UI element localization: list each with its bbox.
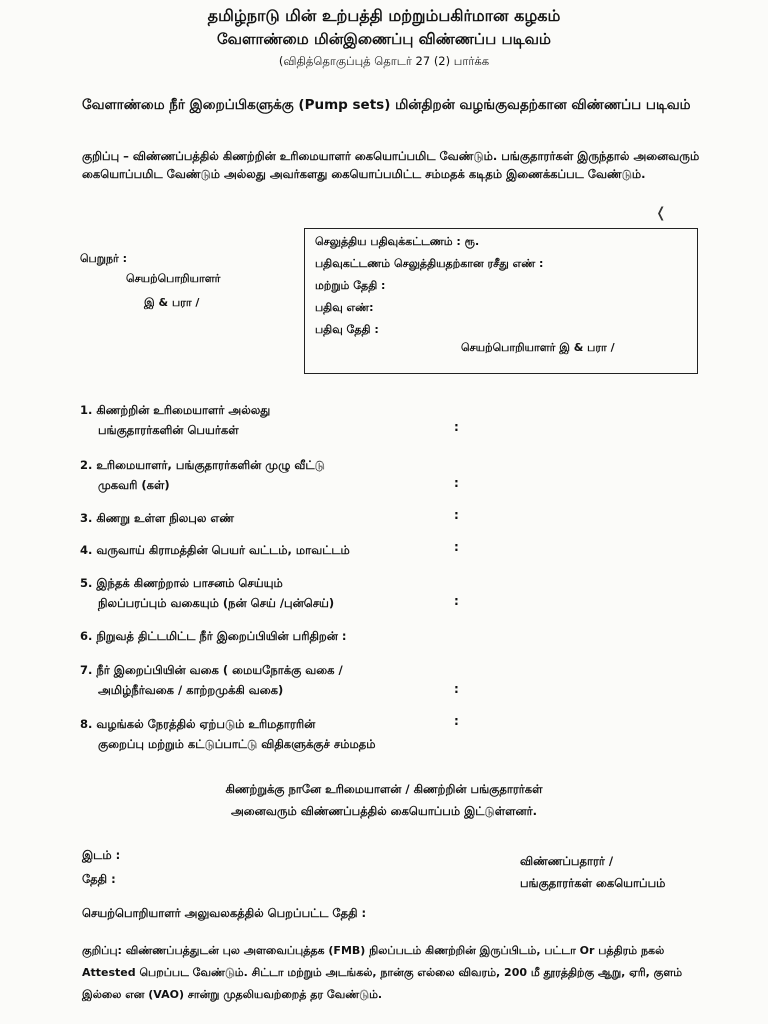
form-item-3 [80,508,234,528]
form-item-text: 6. நிறுவத் திட்டமிட்ட நீர் இறைப்பியின் பரிதிறன் : [80,629,347,643]
form-item-5 [80,573,334,613]
form-item-1 [80,400,270,440]
recipient-label: பெறுநர் : [80,252,127,265]
form-item-subtext: நிலப்பரப்பும் வகையும் (நன் செய் /புன்செய்) [98,596,335,610]
form-item-subtext: முகவரி (கள்) [98,478,170,492]
form-item-text: 7. நீர் இறைப்பியின் வகை ( மையநோக்கு வகை / [80,663,343,677]
form-item-7-colon: : [454,682,459,696]
form-item-subtext: அமிழ்நீர்வகை / காற்றமுக்கி வகை) [98,683,284,697]
form-item-4 [80,540,350,560]
applicant-label: விண்ணப்பதாரர் / [520,854,614,868]
receipt-number-label: பதிவுகட்டணம் செலுத்தியதற்கான ரசீது எண் : [315,257,544,270]
form-item-4-colon: : [454,540,459,554]
pen-mark: ❬ [655,205,667,221]
form-item-text: 5. இந்தக் கிணற்றால் பாசனம் செய்யும் [80,576,283,590]
form-item-text: 3. கிணறு உள்ள நிலபுல எண் [80,511,235,525]
date-label: தேதி : [82,872,116,886]
form-item-8 [80,714,375,754]
form-item-text: 8. வழங்கல் நேரத்தில் ஏற்படும் உரிமதாரரின் [80,717,316,731]
recipient-division: இ & பரா / [144,296,200,309]
form-item-text: 1. கிணற்றின் உரிமையாளர் அல்லது [80,403,271,417]
applicant-signature-block [520,850,665,894]
form-item-7 [80,660,343,700]
signature-label: பங்குதாரர்கள் கையொப்பம் [520,876,666,890]
instruction-note: குறிப்பு – விண்ணப்பத்தில் கிணற்றின் உரிமையாளர் கையொப்பமிட வேண்டும். பங்குதாரர்கள் இருந்தால் அனைவரும் கையொப்பமிட வேண்டும் அல்லது அவர்களது கையொப்பமிட்ட சம்மதக் கடிதம் இணைக்கப்பட வேண்டும். [82,149,700,181]
recipient-title: செயற்பொறியாளர் [126,272,221,285]
form-item-1-colon: : [454,420,459,434]
form-item-3-colon: : [454,508,459,522]
header-organization: தமிழ்நாடு மின் உற்பத்தி மற்றும்பகிர்மான கழகம் [207,6,561,25]
declaration-line-2: அனைவரும் விண்ணப்பத்தில் கையொப்பம் இட்டுள்ளனர். [231,804,537,818]
registration-date-label: பதிவு தேதி : [315,323,379,336]
header-form-name: வேளாண்மை மின்இணைப்பு விண்ணப்ப படிவம் [217,30,551,48]
form-item-subtext: குறைப்பு மற்றும் கட்டுப்பாட்டு விதிகளுக்குச் சம்மதம் [98,737,376,751]
form-item-5-colon: : [454,594,459,608]
declaration-line-1: கிணற்றுக்கு நானே உரிமையாளன் / கிணற்றின் பங்குதாரர்கள் [225,782,543,796]
form-item-subtext: பங்குதாரர்களின் பெயர்கள் [98,423,239,437]
footnote: குறிப்பு: விண்ணப்பத்துடன் புல அளவைப்புத்தக (FMB) நிலப்படம் கிணற்றின் இருப்பிடம், பட்டா Or பத்திரம் நகல் Attested பெறப்பட வேண்டும். சிட்டா மற்றும் அடங்கல், நான்கு எல்லை விவரம், 200 மீ தூரத்திற்கு ஆறு, ஏரி, குளம் இல்லை என (VAO) சான்று முதலியவற்றைத் தர வேண்டும். [82,944,683,1001]
form-title: வேளாண்மை நீர் இறைப்பிகளுக்கு (Pump sets) மின்திறன் வழங்குவதற்கான விண்ணப்ப படிவம் [82,97,691,113]
form-item-8-colon: : [454,714,459,728]
fee-paid-label: செலுத்திய பதிவுக்கட்டணம் : ரூ. [315,235,480,248]
registration-number-label: பதிவு எண்: [315,301,374,314]
form-item-text: 2. உரிமையாளர், பங்குதாரர்களின் முழு வீட்டு [80,458,325,472]
form-item-2-colon: : [454,476,459,490]
form-item-2 [80,455,325,495]
header-rule-reference: (விதித்தொகுப்புத் தொடர் 27 (2) பார்க்க [278,54,490,68]
receipt-date-label: மற்றும் தேதி : [315,279,386,292]
received-date-label: செயற்பொறியாளர் அலுவலகத்தில் பெறப்பட்ட தேதி : [82,906,367,920]
place-label: இடம் : [82,848,121,862]
form-item-6 [80,626,347,646]
form-item-text: 4. வருவாய் கிராமத்தின் பெயர் வட்டம், மாவட்டம் [80,543,350,557]
office-signatory: செயற்பொறியாளர் இ & பரா / [461,341,615,354]
office-use-box [304,228,698,374]
